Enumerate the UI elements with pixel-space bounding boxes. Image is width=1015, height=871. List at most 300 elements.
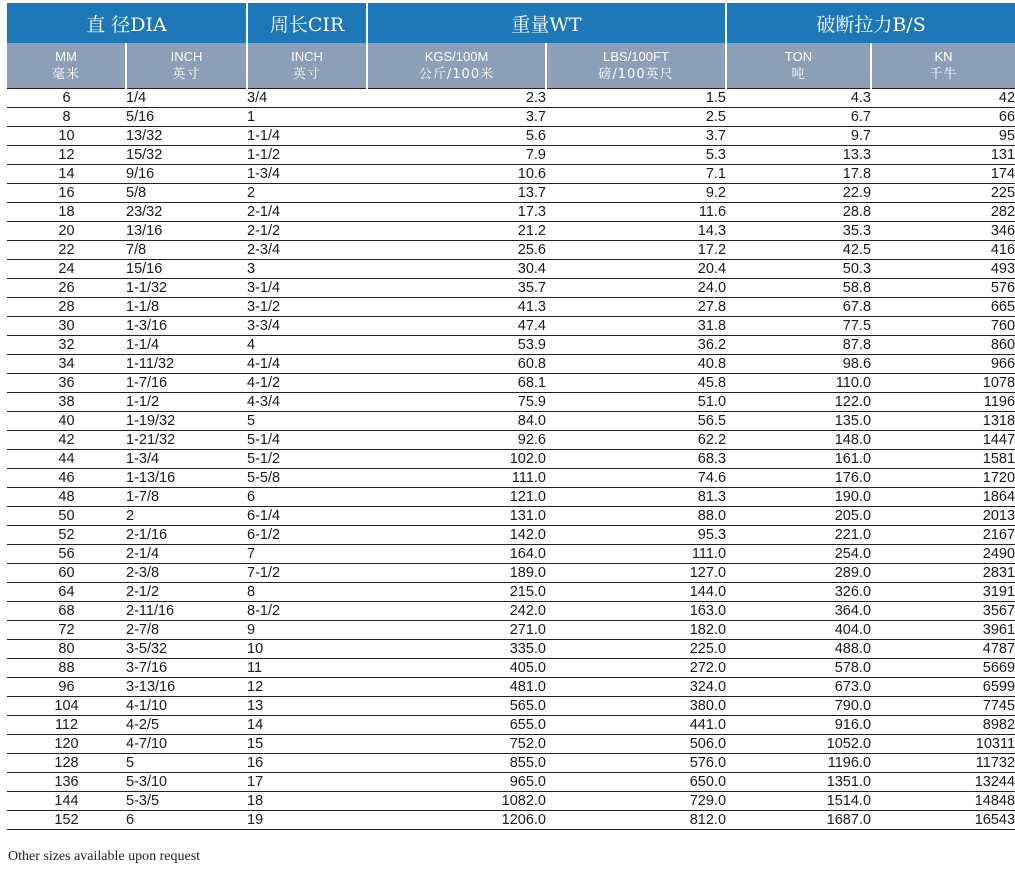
weight-kgs-cell: 41.3 <box>367 298 546 317</box>
weight-kgs-cell: 13.7 <box>367 184 546 203</box>
weight-lbs-cell: 441.0 <box>546 716 726 735</box>
table-row <box>7 393 1015 412</box>
breaking-ton-cell: 1514.0 <box>726 792 871 811</box>
weight-lbs-cell: 380.0 <box>546 697 726 716</box>
breaking-ton-cell: 67.8 <box>726 298 871 317</box>
diameter-mm-cell: 72 <box>7 621 126 640</box>
diameter-mm-cell: 112 <box>7 716 126 735</box>
breaking-kn-cell: 665 <box>871 298 1015 317</box>
breaking-kn-cell: 2831 <box>871 564 1015 583</box>
unit-label-en: KGS/100M <box>424 48 489 64</box>
breaking-ton-cell: 488.0 <box>726 640 871 659</box>
diameter-mm-cell: 14 <box>7 165 126 184</box>
circumference-inch-cell: 4-1/2 <box>247 374 367 393</box>
diameter-mm-cell: 48 <box>7 488 126 507</box>
breaking-kn-cell: 576 <box>871 279 1015 298</box>
breaking-ton-cell: 28.8 <box>726 203 871 222</box>
circumference-inch-cell: 1-3/4 <box>247 165 367 184</box>
weight-lbs-cell: 272.0 <box>546 659 726 678</box>
footer-note: Other sizes available upon request <box>8 849 201 864</box>
table-row <box>7 488 1015 507</box>
weight-lbs-cell: 20.4 <box>546 260 726 279</box>
table-row <box>7 507 1015 526</box>
unit-label-en: TON <box>784 48 813 64</box>
table-row <box>7 640 1015 659</box>
breaking-ton-cell: 9.7 <box>726 127 871 146</box>
weight-kgs-cell: 271.0 <box>367 621 546 640</box>
weight-lbs-cell: 27.8 <box>546 298 726 317</box>
breaking-kn-cell: 1581 <box>871 450 1015 469</box>
circumference-inch-cell: 18 <box>247 792 367 811</box>
breaking-ton-cell: 221.0 <box>726 526 871 545</box>
weight-kgs-cell: 189.0 <box>367 564 546 583</box>
circumference-inch-cell: 16 <box>247 754 367 773</box>
weight-kgs-cell: 53.9 <box>367 336 546 355</box>
weight-kgs-cell: 855.0 <box>367 754 546 773</box>
breaking-kn-cell: 42 <box>871 89 1015 108</box>
breaking-ton-cell: 364.0 <box>726 602 871 621</box>
weight-kgs-cell: 2.3 <box>367 89 546 108</box>
breaking-ton-cell: 176.0 <box>726 469 871 488</box>
breaking-ton-cell: 110.0 <box>726 374 871 393</box>
circumference-inch-cell: 15 <box>247 735 367 754</box>
weight-kgs-cell: 3.7 <box>367 108 546 127</box>
diameter-inch-cell: 2-1/4 <box>126 545 247 564</box>
weight-lbs-cell: 74.6 <box>546 469 726 488</box>
breaking-ton-cell: 17.8 <box>726 165 871 184</box>
circumference-inch-cell: 6 <box>247 488 367 507</box>
table-row <box>7 279 1015 298</box>
circumference-inch-cell: 5-1/4 <box>247 431 367 450</box>
weight-lbs-cell: 729.0 <box>546 792 726 811</box>
table-row <box>7 792 1015 811</box>
table-row <box>7 298 1015 317</box>
breaking-kn-cell: 1447 <box>871 431 1015 450</box>
breaking-ton-cell: 404.0 <box>726 621 871 640</box>
breaking-ton-cell: 254.0 <box>726 545 871 564</box>
diameter-mm-cell: 6 <box>7 89 126 108</box>
unit-header-lbs <box>546 43 726 89</box>
diameter-mm-cell: 8 <box>7 108 126 127</box>
table-row <box>7 260 1015 279</box>
circumference-inch-cell: 12 <box>247 678 367 697</box>
breaking-kn-cell: 13244 <box>871 773 1015 792</box>
breaking-ton-cell: 205.0 <box>726 507 871 526</box>
unit-header-inch-cir <box>247 43 367 89</box>
diameter-inch-cell: 2-1/2 <box>126 583 247 602</box>
breaking-kn-cell: 66 <box>871 108 1015 127</box>
breaking-kn-cell: 8982 <box>871 716 1015 735</box>
table-row <box>7 735 1015 754</box>
weight-lbs-cell: 11.6 <box>546 203 726 222</box>
unit-header-ton <box>726 43 871 89</box>
diameter-inch-cell: 4-1/10 <box>126 697 247 716</box>
diameter-inch-cell: 2-11/16 <box>126 602 247 621</box>
unit-label-zh: 磅/100英尺 <box>598 66 674 82</box>
breaking-kn-cell: 7745 <box>871 697 1015 716</box>
circumference-inch-cell: 8 <box>247 583 367 602</box>
breaking-kn-cell: 11732 <box>871 754 1015 773</box>
diameter-inch-cell: 2-7/8 <box>126 621 247 640</box>
unit-header-row <box>7 43 1015 89</box>
circumference-inch-cell: 10 <box>247 640 367 659</box>
breaking-ton-cell: 1687.0 <box>726 811 871 830</box>
circumference-inch-cell: 7-1/2 <box>247 564 367 583</box>
circumference-inch-cell: 1-1/4 <box>247 127 367 146</box>
diameter-mm-cell: 12 <box>7 146 126 165</box>
breaking-kn-cell: 1720 <box>871 469 1015 488</box>
breaking-ton-cell: 58.8 <box>726 279 871 298</box>
weight-kgs-cell: 1206.0 <box>367 811 546 830</box>
circumference-inch-cell: 9 <box>247 621 367 640</box>
weight-kgs-cell: 75.9 <box>367 393 546 412</box>
unit-label-zh: 英寸 <box>292 66 321 82</box>
diameter-inch-cell: 1-1/4 <box>126 336 247 355</box>
table-row <box>7 697 1015 716</box>
table-row <box>7 108 1015 127</box>
group-header-diameter: 直 径DIA <box>7 3 247 43</box>
breaking-kn-cell: 10311 <box>871 735 1015 754</box>
unit-header-kgs <box>367 43 546 89</box>
weight-kgs-cell: 47.4 <box>367 317 546 336</box>
diameter-inch-cell: 1-1/2 <box>126 393 247 412</box>
circumference-inch-cell: 3-1/4 <box>247 279 367 298</box>
diameter-inch-cell: 1-1/8 <box>126 298 247 317</box>
diameter-mm-cell: 42 <box>7 431 126 450</box>
breaking-kn-cell: 760 <box>871 317 1015 336</box>
unit-label-zh: 英寸 <box>172 66 201 82</box>
weight-lbs-cell: 3.7 <box>546 127 726 146</box>
unit-label-en: MM <box>55 48 77 64</box>
diameter-mm-cell: 68 <box>7 602 126 621</box>
weight-kgs-cell: 21.2 <box>367 222 546 241</box>
weight-lbs-cell: 45.8 <box>546 374 726 393</box>
diameter-inch-cell: 3-13/16 <box>126 678 247 697</box>
weight-lbs-cell: 62.2 <box>546 431 726 450</box>
breaking-kn-cell: 95 <box>871 127 1015 146</box>
circumference-inch-cell: 4-3/4 <box>247 393 367 412</box>
circumference-inch-cell: 2 <box>247 184 367 203</box>
circumference-inch-cell: 1 <box>247 108 367 127</box>
unit-label-en: KN <box>934 48 953 64</box>
weight-kgs-cell: 10.6 <box>367 165 546 184</box>
weight-lbs-cell: 56.5 <box>546 412 726 431</box>
breaking-ton-cell: 326.0 <box>726 583 871 602</box>
breaking-kn-cell: 3191 <box>871 583 1015 602</box>
diameter-mm-cell: 60 <box>7 564 126 583</box>
weight-kgs-cell: 84.0 <box>367 412 546 431</box>
breaking-kn-cell: 282 <box>871 203 1015 222</box>
weight-lbs-cell: 9.2 <box>546 184 726 203</box>
unit-header-kn <box>871 43 1015 89</box>
breaking-kn-cell: 2167 <box>871 526 1015 545</box>
weight-lbs-cell: 40.8 <box>546 355 726 374</box>
breaking-kn-cell: 5669 <box>871 659 1015 678</box>
breaking-ton-cell: 1351.0 <box>726 773 871 792</box>
diameter-inch-cell: 2-1/16 <box>126 526 247 545</box>
breaking-ton-cell: 148.0 <box>726 431 871 450</box>
breaking-ton-cell: 77.5 <box>726 317 871 336</box>
table-row <box>7 412 1015 431</box>
spec-table-body <box>7 89 1015 830</box>
circumference-inch-cell: 11 <box>247 659 367 678</box>
weight-lbs-cell: 36.2 <box>546 336 726 355</box>
breaking-kn-cell: 6599 <box>871 678 1015 697</box>
diameter-mm-cell: 80 <box>7 640 126 659</box>
table-row <box>7 773 1015 792</box>
circumference-inch-cell: 2-3/4 <box>247 241 367 260</box>
diameter-mm-cell: 144 <box>7 792 126 811</box>
diameter-mm-cell: 96 <box>7 678 126 697</box>
diameter-inch-cell: 1/4 <box>126 89 247 108</box>
weight-lbs-cell: 111.0 <box>546 545 726 564</box>
breaking-kn-cell: 493 <box>871 260 1015 279</box>
table-row <box>7 811 1015 830</box>
unit-header-mm <box>7 43 126 89</box>
weight-lbs-cell: 506.0 <box>546 735 726 754</box>
weight-lbs-cell: 51.0 <box>546 393 726 412</box>
weight-lbs-cell: 144.0 <box>546 583 726 602</box>
breaking-kn-cell: 1864 <box>871 488 1015 507</box>
circumference-inch-cell: 7 <box>247 545 367 564</box>
circumference-inch-cell: 2-1/2 <box>247 222 367 241</box>
diameter-mm-cell: 10 <box>7 127 126 146</box>
circumference-inch-cell: 6-1/4 <box>247 507 367 526</box>
circumference-inch-cell: 4-1/4 <box>247 355 367 374</box>
diameter-mm-cell: 34 <box>7 355 126 374</box>
weight-lbs-cell: 650.0 <box>546 773 726 792</box>
diameter-mm-cell: 16 <box>7 184 126 203</box>
breaking-ton-cell: 135.0 <box>726 412 871 431</box>
breaking-ton-cell: 1052.0 <box>726 735 871 754</box>
diameter-mm-cell: 104 <box>7 697 126 716</box>
circumference-inch-cell: 19 <box>247 811 367 830</box>
weight-lbs-cell: 81.3 <box>546 488 726 507</box>
diameter-inch-cell: 5 <box>126 754 247 773</box>
diameter-inch-cell: 3-7/16 <box>126 659 247 678</box>
diameter-inch-cell: 5-3/10 <box>126 773 247 792</box>
diameter-mm-cell: 22 <box>7 241 126 260</box>
weight-kgs-cell: 565.0 <box>367 697 546 716</box>
diameter-mm-cell: 44 <box>7 450 126 469</box>
diameter-mm-cell: 30 <box>7 317 126 336</box>
weight-lbs-cell: 31.8 <box>546 317 726 336</box>
breaking-ton-cell: 790.0 <box>726 697 871 716</box>
unit-label-en: INCH <box>170 48 203 64</box>
diameter-mm-cell: 20 <box>7 222 126 241</box>
table-row <box>7 317 1015 336</box>
table-row <box>7 222 1015 241</box>
table-row <box>7 374 1015 393</box>
group-header-breaking-strength: 破断拉力B/S <box>726 3 1015 43</box>
diameter-mm-cell: 38 <box>7 393 126 412</box>
table-row <box>7 659 1015 678</box>
table-row <box>7 165 1015 184</box>
circumference-inch-cell: 17 <box>247 773 367 792</box>
diameter-mm-cell: 46 <box>7 469 126 488</box>
circumference-inch-cell: 14 <box>247 716 367 735</box>
weight-lbs-cell: 5.3 <box>546 146 726 165</box>
diameter-mm-cell: 152 <box>7 811 126 830</box>
diameter-inch-cell: 1-3/4 <box>126 450 247 469</box>
diameter-inch-cell: 2 <box>126 507 247 526</box>
weight-lbs-cell: 88.0 <box>546 507 726 526</box>
diameter-inch-cell: 4-7/10 <box>126 735 247 754</box>
diameter-inch-cell: 5-3/5 <box>126 792 247 811</box>
breaking-kn-cell: 174 <box>871 165 1015 184</box>
table-row <box>7 754 1015 773</box>
weight-kgs-cell: 30.4 <box>367 260 546 279</box>
table-row <box>7 336 1015 355</box>
rope-spec-table <box>7 3 1015 830</box>
table-row <box>7 678 1015 697</box>
diameter-mm-cell: 32 <box>7 336 126 355</box>
weight-kgs-cell: 92.6 <box>367 431 546 450</box>
diameter-inch-cell: 2-3/8 <box>126 564 247 583</box>
weight-kgs-cell: 5.6 <box>367 127 546 146</box>
table-row <box>7 526 1015 545</box>
group-header-weight: 重量WT <box>367 3 726 43</box>
breaking-ton-cell: 673.0 <box>726 678 871 697</box>
diameter-inch-cell: 4-2/5 <box>126 716 247 735</box>
diameter-inch-cell: 23/32 <box>126 203 247 222</box>
table-row <box>7 146 1015 165</box>
circumference-inch-cell: 3/4 <box>247 89 367 108</box>
diameter-mm-cell: 50 <box>7 507 126 526</box>
diameter-mm-cell: 52 <box>7 526 126 545</box>
unit-label-en: INCH <box>291 48 323 64</box>
breaking-kn-cell: 2013 <box>871 507 1015 526</box>
breaking-ton-cell: 42.5 <box>726 241 871 260</box>
breaking-kn-cell: 860 <box>871 336 1015 355</box>
weight-lbs-cell: 225.0 <box>546 640 726 659</box>
weight-lbs-cell: 182.0 <box>546 621 726 640</box>
breaking-ton-cell: 916.0 <box>726 716 871 735</box>
breaking-kn-cell: 1078 <box>871 374 1015 393</box>
diameter-inch-cell: 1-3/16 <box>126 317 247 336</box>
weight-kgs-cell: 68.1 <box>367 374 546 393</box>
breaking-kn-cell: 1196 <box>871 393 1015 412</box>
breaking-kn-cell: 966 <box>871 355 1015 374</box>
diameter-mm-cell: 28 <box>7 298 126 317</box>
weight-kgs-cell: 121.0 <box>367 488 546 507</box>
table-row <box>7 602 1015 621</box>
circumference-inch-cell: 2-1/4 <box>247 203 367 222</box>
table-row <box>7 545 1015 564</box>
breaking-kn-cell: 2490 <box>871 545 1015 564</box>
circumference-inch-cell: 5-1/2 <box>247 450 367 469</box>
breaking-kn-cell: 416 <box>871 241 1015 260</box>
breaking-ton-cell: 50.3 <box>726 260 871 279</box>
circumference-inch-cell: 5-5/8 <box>247 469 367 488</box>
weight-kgs-cell: 164.0 <box>367 545 546 564</box>
breaking-kn-cell: 225 <box>871 184 1015 203</box>
breaking-ton-cell: 6.7 <box>726 108 871 127</box>
breaking-ton-cell: 289.0 <box>726 564 871 583</box>
circumference-inch-cell: 5 <box>247 412 367 431</box>
weight-lbs-cell: 2.5 <box>546 108 726 127</box>
weight-kgs-cell: 7.9 <box>367 146 546 165</box>
weight-lbs-cell: 68.3 <box>546 450 726 469</box>
circumference-inch-cell: 6-1/2 <box>247 526 367 545</box>
unit-label-en: LBS/100FT <box>603 48 669 64</box>
circumference-inch-cell: 3-3/4 <box>247 317 367 336</box>
group-header-circumference: 周长CIR <box>247 3 367 43</box>
table-row <box>7 127 1015 146</box>
diameter-inch-cell: 1-21/32 <box>126 431 247 450</box>
weight-kgs-cell: 752.0 <box>367 735 546 754</box>
circumference-inch-cell: 13 <box>247 697 367 716</box>
unit-label-zh: 公斤/100米 <box>418 66 495 82</box>
diameter-inch-cell: 1-1/32 <box>126 279 247 298</box>
diameter-inch-cell: 1-19/32 <box>126 412 247 431</box>
group-header-row <box>7 3 1015 43</box>
breaking-ton-cell: 98.6 <box>726 355 871 374</box>
weight-kgs-cell: 965.0 <box>367 773 546 792</box>
weight-kgs-cell: 60.8 <box>367 355 546 374</box>
weight-kgs-cell: 335.0 <box>367 640 546 659</box>
table-row <box>7 621 1015 640</box>
table-row <box>7 564 1015 583</box>
breaking-kn-cell: 3567 <box>871 602 1015 621</box>
weight-kgs-cell: 131.0 <box>367 507 546 526</box>
weight-kgs-cell: 405.0 <box>367 659 546 678</box>
weight-kgs-cell: 142.0 <box>367 526 546 545</box>
circumference-inch-cell: 3-1/2 <box>247 298 367 317</box>
breaking-kn-cell: 14848 <box>871 792 1015 811</box>
weight-kgs-cell: 17.3 <box>367 203 546 222</box>
table-row <box>7 583 1015 602</box>
breaking-ton-cell: 578.0 <box>726 659 871 678</box>
diameter-inch-cell: 13/32 <box>126 127 247 146</box>
weight-lbs-cell: 24.0 <box>546 279 726 298</box>
diameter-inch-cell: 3-5/32 <box>126 640 247 659</box>
diameter-mm-cell: 24 <box>7 260 126 279</box>
diameter-mm-cell: 120 <box>7 735 126 754</box>
weight-lbs-cell: 7.1 <box>546 165 726 184</box>
diameter-mm-cell: 88 <box>7 659 126 678</box>
weight-kgs-cell: 215.0 <box>367 583 546 602</box>
weight-kgs-cell: 102.0 <box>367 450 546 469</box>
diameter-inch-cell: 6 <box>126 811 247 830</box>
diameter-inch-cell: 7/8 <box>126 241 247 260</box>
diameter-mm-cell: 64 <box>7 583 126 602</box>
breaking-kn-cell: 16543 <box>871 811 1015 830</box>
breaking-ton-cell: 13.3 <box>726 146 871 165</box>
diameter-inch-cell: 1-7/8 <box>126 488 247 507</box>
weight-lbs-cell: 163.0 <box>546 602 726 621</box>
weight-kgs-cell: 25.6 <box>367 241 546 260</box>
breaking-ton-cell: 4.3 <box>726 89 871 108</box>
weight-lbs-cell: 324.0 <box>546 678 726 697</box>
diameter-mm-cell: 36 <box>7 374 126 393</box>
unit-label-zh: 吨 <box>791 66 806 82</box>
diameter-mm-cell: 136 <box>7 773 126 792</box>
table-row <box>7 241 1015 260</box>
weight-lbs-cell: 812.0 <box>546 811 726 830</box>
weight-kgs-cell: 35.7 <box>367 279 546 298</box>
weight-lbs-cell: 14.3 <box>546 222 726 241</box>
circumference-inch-cell: 1-1/2 <box>247 146 367 165</box>
unit-label-zh: 毫米 <box>51 66 80 82</box>
table-row <box>7 203 1015 222</box>
diameter-mm-cell: 26 <box>7 279 126 298</box>
table-row <box>7 716 1015 735</box>
breaking-kn-cell: 1318 <box>871 412 1015 431</box>
table-row <box>7 89 1015 108</box>
breaking-kn-cell: 346 <box>871 222 1015 241</box>
breaking-kn-cell: 131 <box>871 146 1015 165</box>
